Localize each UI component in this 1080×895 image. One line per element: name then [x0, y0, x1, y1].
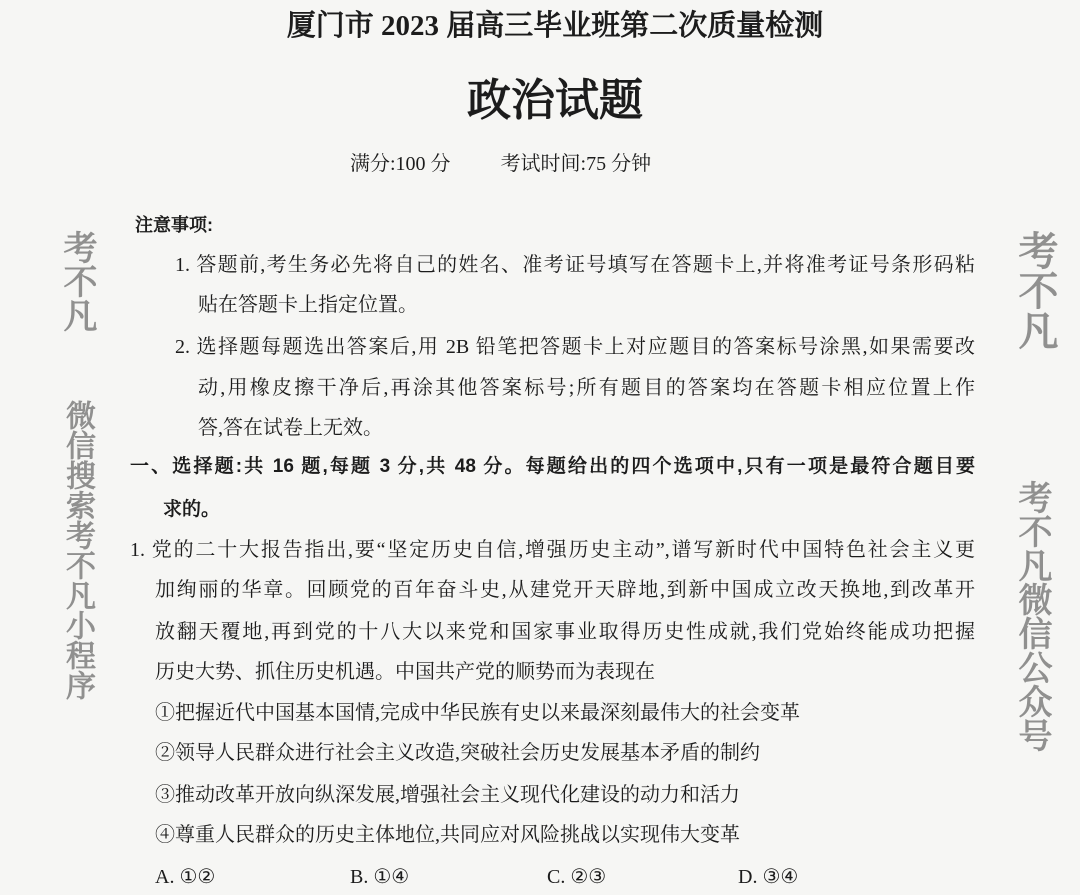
- note-line: 2. 选择题每题选出答案后,用 2B 铅笔把答题卡上对应题目的答案标号涂黑,如果需要改: [175, 336, 975, 358]
- full-score: 满分:100 分: [350, 153, 451, 175]
- option-d: D. ③④: [738, 866, 799, 888]
- statement: ②领导人民群众进行社会主义改造,突破社会历史发展基本矛盾的制约: [155, 742, 760, 764]
- notes-heading: 注意事项:: [135, 215, 213, 235]
- section-heading-cont: 求的。: [163, 499, 221, 520]
- watermark: 微信搜索考不凡小程序: [60, 400, 95, 700]
- option-c: C. ②③: [547, 866, 607, 888]
- exam-time: 考试时间:75 分钟: [500, 153, 652, 175]
- note-line: 1. 答题前,考生务必先将自己的姓名、准考证号填写在答题卡上,并将准考证号条形码粘: [175, 254, 975, 276]
- watermark: 考不凡微信公众号: [1012, 480, 1052, 752]
- note-line: 贴在答题卡上指定位置。: [198, 294, 418, 316]
- question-stem: 放翻天覆地,再到党的十八大以来党和国家事业取得历史性成就,我们党始终能成功把握: [155, 621, 975, 643]
- section-heading: 一、选择题:共 16 题,每题 3 分,共 48 分。每题给出的四个选项中,只有一项是最符合题目要: [130, 456, 975, 477]
- statement: ③推动改革开放向纵深发展,增强社会主义现代化建设的动力和活力: [155, 784, 740, 806]
- exam-title: 厦门市 2023 届高三毕业班第二次质量检测: [286, 10, 824, 42]
- statement: ①把握近代中国基本国情,完成中华民族有史以来最深刻最伟大的社会变革: [155, 702, 800, 724]
- watermark: 考不凡: [57, 230, 97, 332]
- question-stem: 加绚丽的华章。回顾党的百年奋斗史,从建党开天辟地,到新中国成立改天换地,到改革开: [155, 579, 975, 601]
- statement: ④尊重人民群众的历史主体地位,共同应对风险挑战以实现伟大变革: [155, 824, 740, 846]
- watermark: 考不凡: [1012, 230, 1058, 350]
- option-a: A. ①②: [155, 866, 216, 888]
- note-line: 动,用橡皮擦干净后,再涂其他答案标号;所有题目的答案均在答题卡相应位置上作: [198, 377, 975, 399]
- question-stem: 历史大势、抓住历史机遇。中国共产党的顺势而为表现在: [155, 661, 655, 683]
- subject-title: 政治试题: [467, 75, 643, 126]
- score-time-line: [350, 152, 770, 176]
- question-stem: 1. 党的二十大报告指出,要“坚定历史自信,增强历史主动”,谱写新时代中国特色社会主义更: [130, 539, 975, 561]
- option-b: B. ①④: [350, 866, 410, 888]
- note-line: 答,答在试卷上无效。: [198, 417, 383, 439]
